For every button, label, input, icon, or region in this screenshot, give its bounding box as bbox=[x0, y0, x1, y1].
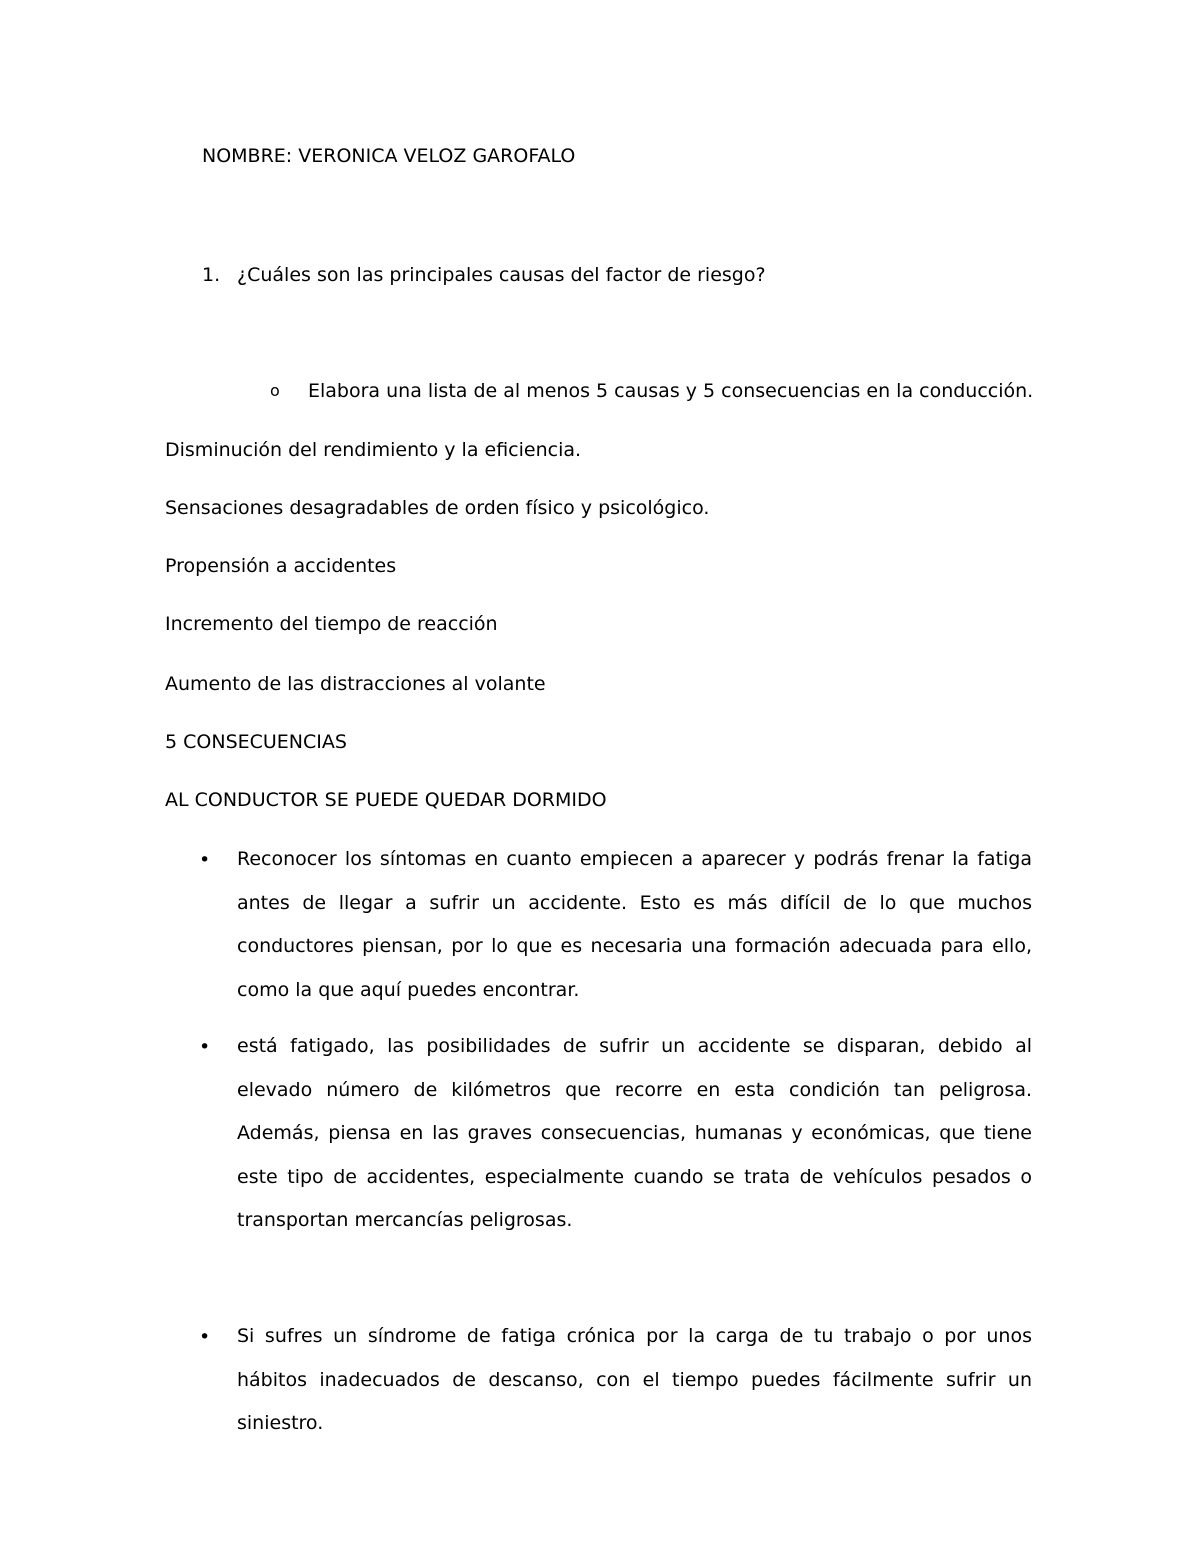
cause-item-2: Sensaciones desagradables de orden físico y psicológico. bbox=[165, 497, 710, 519]
cause-item-4: Incremento del tiempo de reacción bbox=[165, 613, 498, 635]
question-number: 1. bbox=[202, 264, 221, 286]
consequences-heading: 5 CONSECUENCIAS bbox=[165, 731, 347, 753]
bullet-marker-3: • bbox=[199, 1326, 211, 1348]
bullet-paragraph-3: Si sufres un síndrome de fatiga crónica por la carga de tu trabajo o por unos hábitos inadecuados de descanso, con el tiempo puedes fácilmente sufrir un siniestro. bbox=[237, 1325, 1032, 1434]
sub-item-text: Elabora una lista de al menos 5 causas y 5 consecuencias en la conducción. bbox=[308, 380, 1034, 402]
cause-item-3: Propensión a accidentes bbox=[165, 555, 397, 577]
bullet-marker-1: • bbox=[199, 849, 211, 871]
question-text: ¿Cuáles son las principales causas del factor de riesgo? bbox=[237, 264, 766, 286]
bullet-paragraph-2: está fatigado, las posibilidades de sufrir un accidente se disparan, debido al elevado número de kilómetros que recorre en esta condición tan peligrosa. Además, piensa en las graves consecuencias, humanas y económicas, que tiene este tipo de accidentes, especialmente cuando se trata de vehículos pesados o transportan mercancías peligrosas. bbox=[237, 1035, 1032, 1231]
sub-item-marker: o bbox=[270, 381, 280, 400]
bullet-paragraph-1: Reconocer los síntomas en cuanto empiecen a aparecer y podrás frenar la fatiga antes de llegar a sufrir un accidente. Esto es más difícil de lo que muchos conductores piensan, por lo que es necesaria una formación adecuada para ello, como la que aquí puedes encontrar. bbox=[237, 848, 1032, 1001]
cause-item-1: Disminución del rendimiento y la eficiencia. bbox=[165, 439, 582, 461]
bullet-marker-2: • bbox=[199, 1036, 211, 1058]
cause-item-5: Aumento de las distracciones al volante bbox=[165, 673, 546, 695]
consequence-line: AL CONDUCTOR SE PUEDE QUEDAR DORMIDO bbox=[165, 789, 607, 811]
student-name: NOMBRE: VERONICA VELOZ GAROFALO bbox=[202, 145, 576, 167]
